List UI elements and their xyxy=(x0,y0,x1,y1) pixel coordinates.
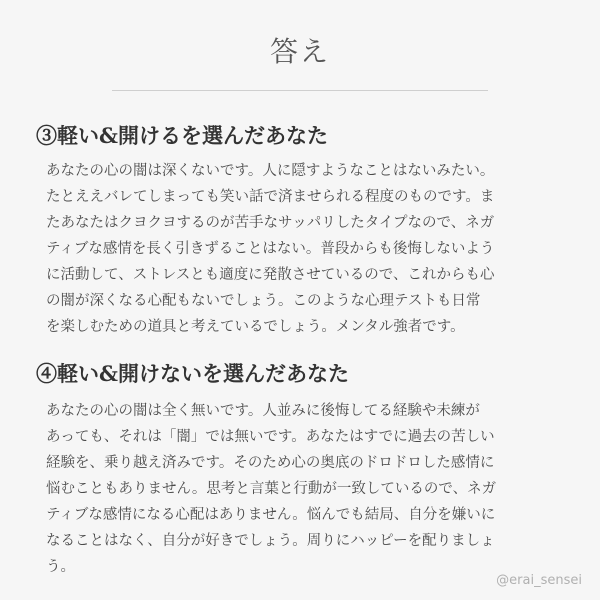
body-line: あなたの心の闇は深くないです。人に隠すようなことはないみたい。 xyxy=(46,163,495,179)
body-line: あなたの心の闇は全く無いです。人並みに後悔してる経験や未練が xyxy=(46,403,480,419)
section-4-body xyxy=(46,398,580,580)
body-line: を楽しむための道具と考えているでしょう。メンタル強者です。 xyxy=(46,319,465,335)
body-line: に活動して、ストレスとも適度に発散させているので、これからも心 xyxy=(46,267,495,283)
section-3-body xyxy=(46,158,580,340)
body-line: たとええバレてしまっても笑い話で済ませられる程度のものです。ま xyxy=(46,189,495,205)
section-4-heading: ④軽い&開けないを選んだあなた xyxy=(36,361,349,386)
section-3-heading: ③軽い&開けるを選んだあなた xyxy=(36,123,328,148)
title-divider xyxy=(112,90,488,91)
body-line: ティブな感情を長く引きずることはない。普段からも後悔しないよう xyxy=(46,241,495,257)
body-line: 悩むこともありません。思考と言葉と行動が一致しているので、ネガ xyxy=(46,481,497,497)
body-line: たあなたはクヨクヨするのが苦手なサッパリしたタイプなので、ネガ xyxy=(46,215,495,231)
body-line: あっても、それは「闇」では無いです。あなたはすでに過去の苦しい xyxy=(46,429,495,445)
author-handle: @erai_sensei xyxy=(496,573,582,588)
body-line: 経験を、乗り越え済みです。そのため心の奥底のドロドロした感情に xyxy=(46,455,495,471)
body-line: の闇が深くなる心配もないでしょう。このような心理テストも日常 xyxy=(46,293,481,309)
body-line: なることはなく、自分が好きでしょう。周りにハッピーを配りましょ xyxy=(46,533,495,549)
page-title: 答え xyxy=(269,35,330,68)
body-line: ティブな感情になる心配はありません。悩んでも結局、自分を嫌いに xyxy=(46,507,496,523)
body-line: う。 xyxy=(46,559,75,575)
